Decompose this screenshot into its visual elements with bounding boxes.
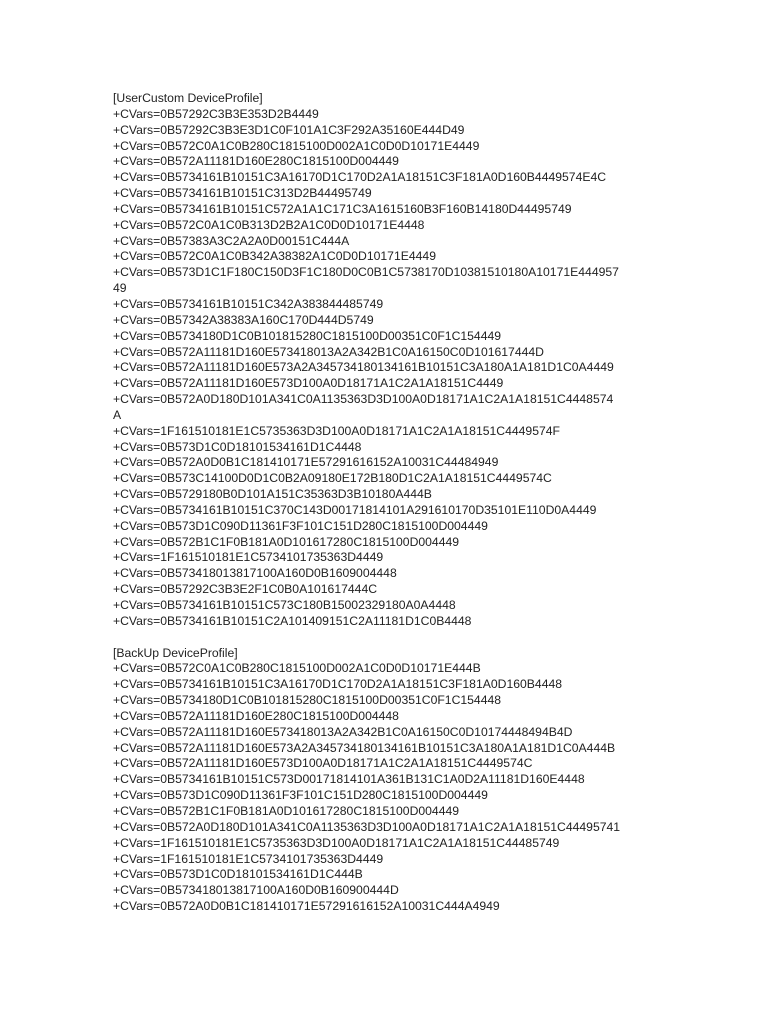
cvar-line: +CVars=0B57292C3B3E3D1C0F101A1C3F292A35160E444D49 [113, 122, 465, 137]
cvar-line: +CVars=0B572A11181D160E573A2A345734180134161B10151C3A180A1A181D1C0A444B [113, 740, 616, 755]
backup-lines [113, 661, 658, 915]
cvar-line: A [113, 407, 122, 422]
cvar-line: +CVars=0B5734161B10151C572A1A1C171C3A1615160B3F160B14180D44495749 [113, 201, 572, 216]
cvar-line: +CVars=0B572A11181D160E573D100A0D18171A1C2A1A18151C4449 [113, 376, 504, 391]
cvar-line: +CVars=0B5734161B10151C3A16170D1C170D2A1A18151C3F181A0D160B4448 [113, 677, 563, 692]
cvar-line: +CVars=0B572A0D180D101A341C0A1135363D3D100A0D18171A1C2A1A18151C44495741 [113, 819, 621, 834]
cvar-line: +CVars=0B572C0A1C0B280C1815100D002A1C0D0D10171E4449 [113, 138, 480, 153]
cvar-line: +CVars=0B573C14100D0D1C0B2A09180E172B180D1C2A1A18151C4449574C [113, 471, 552, 486]
cvar-line: +CVars=0B57292C3B3E2F1C0B0A101617444C [113, 582, 378, 597]
cvar-line: +CVars=0B572A11181D160E573A2A345734180134161B10151C3A180A1A181D1C0A4449 [113, 360, 614, 375]
cvar-line: +CVars=0B5734180D1C0B101815280C1815100D00351C0F1C154448 [113, 693, 502, 708]
cvar-line: +CVars=1F161510181E1C5735363D3D100A0D18171A1C2A1A18151C44485749 [113, 835, 560, 850]
cvar-line: +CVars=0B5734161B10151C573D00171814101A361B131C1A0D2A11181D160E4448 [113, 772, 585, 787]
cvar-line: +CVars=0B572A11181D160E280C1815100D004448 [113, 708, 399, 723]
cvar-line: +CVars=0B573D1C090D11361F3F101C151D280C1815100D004449 [113, 788, 488, 803]
cvar-line: +CVars=0B5734161B10151C2A101409151C2A11181D1C0B4448 [113, 613, 472, 628]
usercustom-lines [113, 107, 658, 630]
cvar-line: +CVars=0B572A0D0B1C181410171E57291616152A10031C444A4949 [113, 899, 500, 914]
cvar-line: +CVars=0B5734180D1C0B101815280C1815100D00351C0F1C154449 [113, 328, 502, 343]
cvar-line: +CVars=0B572C0A1C0B313D2B2A1C0D0D10171E4448 [113, 217, 425, 232]
cvar-line: +CVars=0B57383A3C2A2A0D00151C444A [113, 233, 350, 248]
cvar-line: +CVars=1F161510181E1C5734101735363D4449 [113, 550, 384, 565]
section-header: [UserCustom DeviceProfile] [113, 91, 263, 105]
cvar-line: +CVars=0B573418013817100A160D0B160900444D [113, 883, 399, 898]
cvar-line: +CVars=0B572A11181D160E573D100A0D18171A1C2A1A18151C4449574C [113, 756, 533, 771]
cvar-line: +CVars=0B572B1C1F0B181A0D101617280C1815100D004449 [113, 803, 460, 818]
cvar-line: +CVars=0B572A11181D160E280C1815100D004449 [113, 154, 399, 169]
cvar-line: +CVars=1F161510181E1C5734101735363D4449 [113, 851, 384, 866]
cvar-line: +CVars=0B572C0A1C0B342A38382A1C0D0D10171E4449 [113, 249, 436, 264]
cvar-line: +CVars=1F161510181E1C5735363D3D100A0D18171A1C2A1A18151C4449574F [113, 423, 560, 438]
document-body [113, 91, 658, 915]
cvar-line: +CVars=0B5729180B0D101A151C35363D3B10180A444B [113, 487, 432, 502]
cvar-line: +CVars=0B5734161B10151C342A383844485749 [113, 296, 384, 311]
cvar-line: +CVars=0B5734161B10151C3A16170D1C170D2A1A18151C3F181A0D160B4449574E4C [113, 170, 607, 185]
section-header: [BackUp DeviceProfile] [113, 645, 238, 660]
cvar-line: +CVars=0B572A0D180D101A341C0A1135363D3D100A0D18171A1C2A1A18151C4448574 [113, 392, 614, 407]
cvar-line: +CVars=0B57342A38383A160C170D444D5749 [113, 312, 374, 327]
cvar-line: +CVars=0B572A11181D160E573418013A2A342B1C0A16150C0D101617444D [113, 344, 544, 359]
cvar-line: +CVars=0B5734161B10151C370C143D00171814101A291610170D35101E110D0A4449 [113, 502, 597, 517]
cvar-line: +CVars=0B573D1C1F180C150D3F1C180D0C0B1C5738170D10381510180A10171E444957 [113, 265, 619, 280]
cvar-line: +CVars=0B573D1C0D18101534161D1C444B [113, 867, 363, 882]
cvar-line: +CVars=0B573D1C090D11361F3F101C151D280C1815100D004449 [113, 518, 488, 533]
section-backup [113, 646, 658, 915]
cvar-line: +CVars=0B573D1C0D18101534161D1C4448 [113, 439, 362, 454]
cvar-line: +CVars=0B5734161B10151C313D2B44495749 [113, 186, 372, 201]
cvar-line: +CVars=0B572B1C1F0B181A0D101617280C1815100D004449 [113, 534, 460, 549]
cvar-line: +CVars=0B57292C3B3E353D2B4449 [113, 106, 319, 121]
cvar-line: +CVars=0B572C0A1C0B280C1815100D002A1C0D0D10171E444B [113, 661, 481, 676]
cvar-line: 49 [113, 281, 127, 296]
cvar-line: +CVars=0B573418013817100A160D0B1609004448 [113, 566, 397, 581]
cvar-line: +CVars=0B572A0D0B1C181410171E57291616152A10031C44484949 [113, 455, 499, 470]
cvar-line: +CVars=0B572A11181D160E573418013A2A342B1C0A16150C0D10174448494B4D [113, 724, 573, 739]
cvar-line: +CVars=0B5734161B10151C573C180B15002329180A0A4448 [113, 598, 456, 612]
section-usercustom [113, 91, 658, 630]
